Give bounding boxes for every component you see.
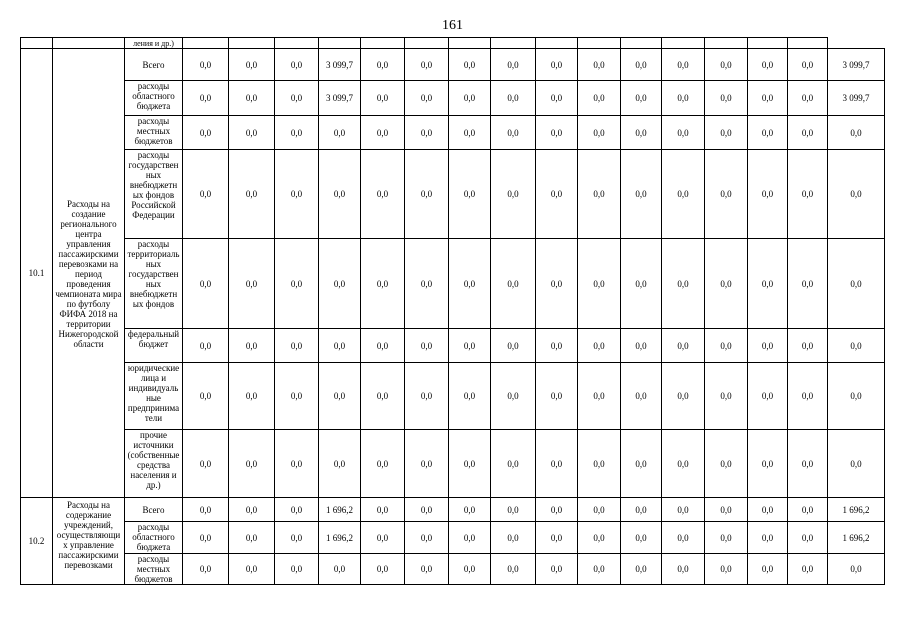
value-cell: 0,0: [788, 498, 828, 522]
value-cell: 0,0: [183, 150, 229, 239]
value-cell: 0,0: [183, 329, 229, 363]
value-cell: 0,0: [621, 522, 662, 554]
value-cell: 0,0: [621, 498, 662, 522]
value-cell: 0,0: [361, 498, 405, 522]
value-cell: 0,0: [828, 554, 885, 585]
value-cell: 0,0: [361, 522, 405, 554]
value-cell: 0,0: [536, 49, 578, 81]
value-cell: 0,0: [183, 430, 229, 498]
value-cell: 0,0: [578, 430, 621, 498]
funding-source: юридические лица и индивидуальные предприниматели: [125, 363, 183, 430]
empty-cell: [536, 38, 578, 49]
value-cell: 0,0: [705, 49, 748, 81]
table-row: [21, 49, 885, 81]
value-cell: 0,0: [449, 116, 491, 150]
value-cell: 0,0: [183, 239, 229, 329]
value-cell: 0,0: [491, 498, 536, 522]
empty-cell: [183, 38, 229, 49]
value-cell: 3 099,7: [828, 49, 885, 81]
value-cell: 0,0: [578, 329, 621, 363]
table-row: [21, 498, 885, 522]
value-cell: 0,0: [449, 554, 491, 585]
value-cell: 0,0: [705, 363, 748, 430]
value-cell: 0,0: [491, 81, 536, 116]
budget-table: [20, 37, 885, 585]
value-cell: 0,0: [621, 554, 662, 585]
value-cell: 0,0: [361, 150, 405, 239]
value-cell: 0,0: [405, 239, 449, 329]
value-cell: 0,0: [621, 150, 662, 239]
empty-cell: [621, 38, 662, 49]
value-cell: 0,0: [275, 239, 319, 329]
value-cell: 1 696,2: [319, 522, 361, 554]
value-cell: 0,0: [491, 150, 536, 239]
empty-cell: [748, 38, 788, 49]
value-cell: 0,0: [449, 239, 491, 329]
value-cell: 0,0: [705, 498, 748, 522]
value-cell: 0,0: [662, 363, 705, 430]
value-cell: 0,0: [536, 81, 578, 116]
funding-source: расходы областного бюджета: [125, 522, 183, 554]
value-cell: 1 696,2: [319, 498, 361, 522]
value-cell: 0,0: [319, 554, 361, 585]
value-cell: 0,0: [578, 363, 621, 430]
value-cell: 1 696,2: [828, 522, 885, 554]
value-cell: 3 099,7: [319, 49, 361, 81]
empty-cell: [53, 38, 125, 49]
value-cell: 0,0: [275, 430, 319, 498]
value-cell: 0,0: [275, 554, 319, 585]
value-cell: 0,0: [748, 522, 788, 554]
value-cell: 0,0: [536, 430, 578, 498]
value-cell: 0,0: [405, 116, 449, 150]
value-cell: 0,0: [748, 363, 788, 430]
value-cell: 0,0: [828, 329, 885, 363]
value-cell: 0,0: [183, 498, 229, 522]
value-cell: 0,0: [662, 498, 705, 522]
value-cell: 0,0: [229, 150, 275, 239]
funding-source: расходы территориальных государственных внебюджетных фондов: [125, 239, 183, 329]
value-cell: 0,0: [275, 116, 319, 150]
table-row: [21, 239, 885, 329]
value-cell: 0,0: [705, 430, 748, 498]
value-cell: 0,0: [705, 116, 748, 150]
empty-cell: [449, 38, 491, 49]
value-cell: 0,0: [405, 150, 449, 239]
value-cell: 0,0: [705, 239, 748, 329]
value-cell: 0,0: [405, 430, 449, 498]
value-cell: 0,0: [229, 81, 275, 116]
value-cell: 0,0: [662, 49, 705, 81]
value-cell: 0,0: [788, 522, 828, 554]
value-cell: 0,0: [491, 522, 536, 554]
value-cell: 0,0: [748, 498, 788, 522]
funding-source: расходы местных бюджетов: [125, 116, 183, 150]
value-cell: 0,0: [788, 81, 828, 116]
value-cell: 0,0: [621, 49, 662, 81]
funding-source: Всего: [125, 49, 183, 81]
value-cell: 0,0: [662, 329, 705, 363]
value-cell: 0,0: [275, 150, 319, 239]
empty-cell: [705, 38, 748, 49]
value-cell: 0,0: [578, 498, 621, 522]
value-cell: 0,0: [662, 554, 705, 585]
table-row: [21, 363, 885, 430]
value-cell: 0,0: [828, 430, 885, 498]
table-row: [21, 329, 885, 363]
value-cell: 0,0: [275, 363, 319, 430]
value-cell: 0,0: [319, 116, 361, 150]
value-cell: 0,0: [662, 81, 705, 116]
value-cell: 0,0: [449, 522, 491, 554]
table-row: [21, 554, 885, 585]
funding-source: расходы государственных внебюджетных фондов Российской Федерации: [125, 150, 183, 239]
value-cell: 0,0: [748, 150, 788, 239]
value-cell: 0,0: [361, 363, 405, 430]
value-cell: 0,0: [361, 49, 405, 81]
value-cell: 0,0: [405, 554, 449, 585]
table-row: [21, 150, 885, 239]
section-code: 10.1: [21, 49, 53, 498]
value-cell: 0,0: [578, 81, 621, 116]
value-cell: 0,0: [705, 554, 748, 585]
value-cell: 3 099,7: [319, 81, 361, 116]
value-cell: 0,0: [319, 329, 361, 363]
value-cell: 0,0: [275, 81, 319, 116]
value-cell: 0,0: [275, 522, 319, 554]
value-cell: 0,0: [449, 150, 491, 239]
value-cell: 0,0: [788, 49, 828, 81]
value-cell: 0,0: [621, 363, 662, 430]
table-row: [21, 81, 885, 116]
value-cell: 0,0: [405, 363, 449, 430]
value-cell: 0,0: [491, 329, 536, 363]
value-cell: 0,0: [491, 239, 536, 329]
value-cell: 0,0: [748, 554, 788, 585]
value-cell: 0,0: [229, 49, 275, 81]
value-cell: 0,0: [229, 363, 275, 430]
table-body: [21, 38, 885, 585]
value-cell: 0,0: [788, 150, 828, 239]
empty-cell: [491, 38, 536, 49]
funding-source: Всего: [125, 498, 183, 522]
value-cell: 0,0: [405, 329, 449, 363]
continuation-row: [21, 38, 885, 49]
table-row: [21, 430, 885, 498]
empty-cell: [319, 38, 361, 49]
funding-source: федеральный бюджет: [125, 329, 183, 363]
value-cell: 0,0: [578, 49, 621, 81]
value-cell: 0,0: [705, 522, 748, 554]
value-cell: 0,0: [449, 363, 491, 430]
value-cell: 0,0: [788, 329, 828, 363]
value-cell: 3 099,7: [828, 81, 885, 116]
value-cell: 0,0: [621, 239, 662, 329]
value-cell: 0,0: [662, 239, 705, 329]
value-cell: 0,0: [405, 522, 449, 554]
value-cell: 0,0: [788, 430, 828, 498]
empty-cell: [578, 38, 621, 49]
value-cell: 0,0: [578, 239, 621, 329]
value-cell: 0,0: [621, 430, 662, 498]
value-cell: 0,0: [361, 329, 405, 363]
value-cell: 0,0: [578, 554, 621, 585]
value-cell: 0,0: [748, 430, 788, 498]
value-cell: 1 696,2: [828, 498, 885, 522]
value-cell: 0,0: [578, 522, 621, 554]
value-cell: 0,0: [828, 116, 885, 150]
value-cell: 0,0: [229, 498, 275, 522]
section-name: Расходы на создание регионального центра управления пассажирскими перевозками на период проведения чемпионата мира по футболу ФИФА 2018 на территории Нижегородской области: [53, 49, 125, 498]
value-cell: 0,0: [536, 554, 578, 585]
value-cell: 0,0: [491, 363, 536, 430]
value-cell: 0,0: [361, 430, 405, 498]
value-cell: 0,0: [229, 239, 275, 329]
value-cell: 0,0: [183, 116, 229, 150]
value-cell: 0,0: [662, 150, 705, 239]
value-cell: 0,0: [536, 150, 578, 239]
value-cell: 0,0: [319, 150, 361, 239]
value-cell: 0,0: [183, 49, 229, 81]
value-cell: 0,0: [229, 329, 275, 363]
value-cell: 0,0: [748, 116, 788, 150]
funding-source: расходы областного бюджета: [125, 81, 183, 116]
value-cell: 0,0: [828, 150, 885, 239]
value-cell: 0,0: [319, 239, 361, 329]
value-cell: 0,0: [405, 498, 449, 522]
value-cell: 0,0: [229, 522, 275, 554]
value-cell: 0,0: [536, 329, 578, 363]
value-cell: 0,0: [491, 116, 536, 150]
value-cell: 0,0: [405, 81, 449, 116]
value-cell: 0,0: [788, 554, 828, 585]
empty-cell: [275, 38, 319, 49]
value-cell: 0,0: [183, 554, 229, 585]
value-cell: 0,0: [229, 430, 275, 498]
value-cell: 0,0: [491, 49, 536, 81]
empty-cell: [229, 38, 275, 49]
section-name: Расходы на содержание учреждений, осуществляющих управление пассажирскими перевозками: [53, 498, 125, 585]
value-cell: 0,0: [361, 239, 405, 329]
value-cell: 0,0: [449, 49, 491, 81]
value-cell: 0,0: [183, 81, 229, 116]
empty-cell: [662, 38, 705, 49]
value-cell: 0,0: [229, 116, 275, 150]
value-cell: 0,0: [275, 49, 319, 81]
value-cell: 0,0: [275, 329, 319, 363]
value-cell: 0,0: [536, 239, 578, 329]
value-cell: 0,0: [536, 363, 578, 430]
funding-source: прочие источники (собственные средства населения и др.): [125, 430, 183, 498]
value-cell: 0,0: [183, 522, 229, 554]
value-cell: 0,0: [748, 49, 788, 81]
value-cell: 0,0: [229, 554, 275, 585]
value-cell: 0,0: [183, 363, 229, 430]
value-cell: 0,0: [405, 49, 449, 81]
empty-cell: [405, 38, 449, 49]
table-row: [21, 522, 885, 554]
value-cell: 0,0: [536, 116, 578, 150]
empty-cell: [788, 38, 828, 49]
value-cell: 0,0: [361, 554, 405, 585]
value-cell: 0,0: [319, 430, 361, 498]
table-row: [21, 116, 885, 150]
value-cell: 0,0: [491, 430, 536, 498]
value-cell: 0,0: [748, 81, 788, 116]
section-code: 10.2: [21, 498, 53, 585]
value-cell: 0,0: [536, 522, 578, 554]
funding-source: расходы местных бюджетов: [125, 554, 183, 585]
value-cell: 0,0: [621, 329, 662, 363]
value-cell: 0,0: [662, 522, 705, 554]
value-cell: 0,0: [578, 150, 621, 239]
value-cell: 0,0: [361, 116, 405, 150]
value-cell: 0,0: [788, 363, 828, 430]
value-cell: 0,0: [361, 81, 405, 116]
value-cell: 0,0: [449, 81, 491, 116]
value-cell: 0,0: [748, 329, 788, 363]
value-cell: 0,0: [662, 430, 705, 498]
value-cell: 0,0: [449, 329, 491, 363]
value-cell: 0,0: [705, 329, 748, 363]
empty-cell: [21, 38, 53, 49]
continuation-label: ления и др.): [125, 38, 183, 49]
value-cell: 0,0: [788, 239, 828, 329]
value-cell: 0,0: [621, 116, 662, 150]
value-cell: 0,0: [536, 498, 578, 522]
value-cell: 0,0: [449, 430, 491, 498]
page-number: 161: [442, 18, 463, 33]
empty-cell: [361, 38, 405, 49]
value-cell: 0,0: [788, 116, 828, 150]
value-cell: 0,0: [319, 363, 361, 430]
value-cell: 0,0: [662, 116, 705, 150]
value-cell: 0,0: [275, 498, 319, 522]
value-cell: 0,0: [828, 239, 885, 329]
value-cell: 0,0: [621, 81, 662, 116]
value-cell: 0,0: [705, 81, 748, 116]
value-cell: 0,0: [705, 150, 748, 239]
value-cell: 0,0: [828, 363, 885, 430]
value-cell: 0,0: [491, 554, 536, 585]
value-cell: 0,0: [748, 239, 788, 329]
value-cell: 0,0: [578, 116, 621, 150]
value-cell: 0,0: [449, 498, 491, 522]
